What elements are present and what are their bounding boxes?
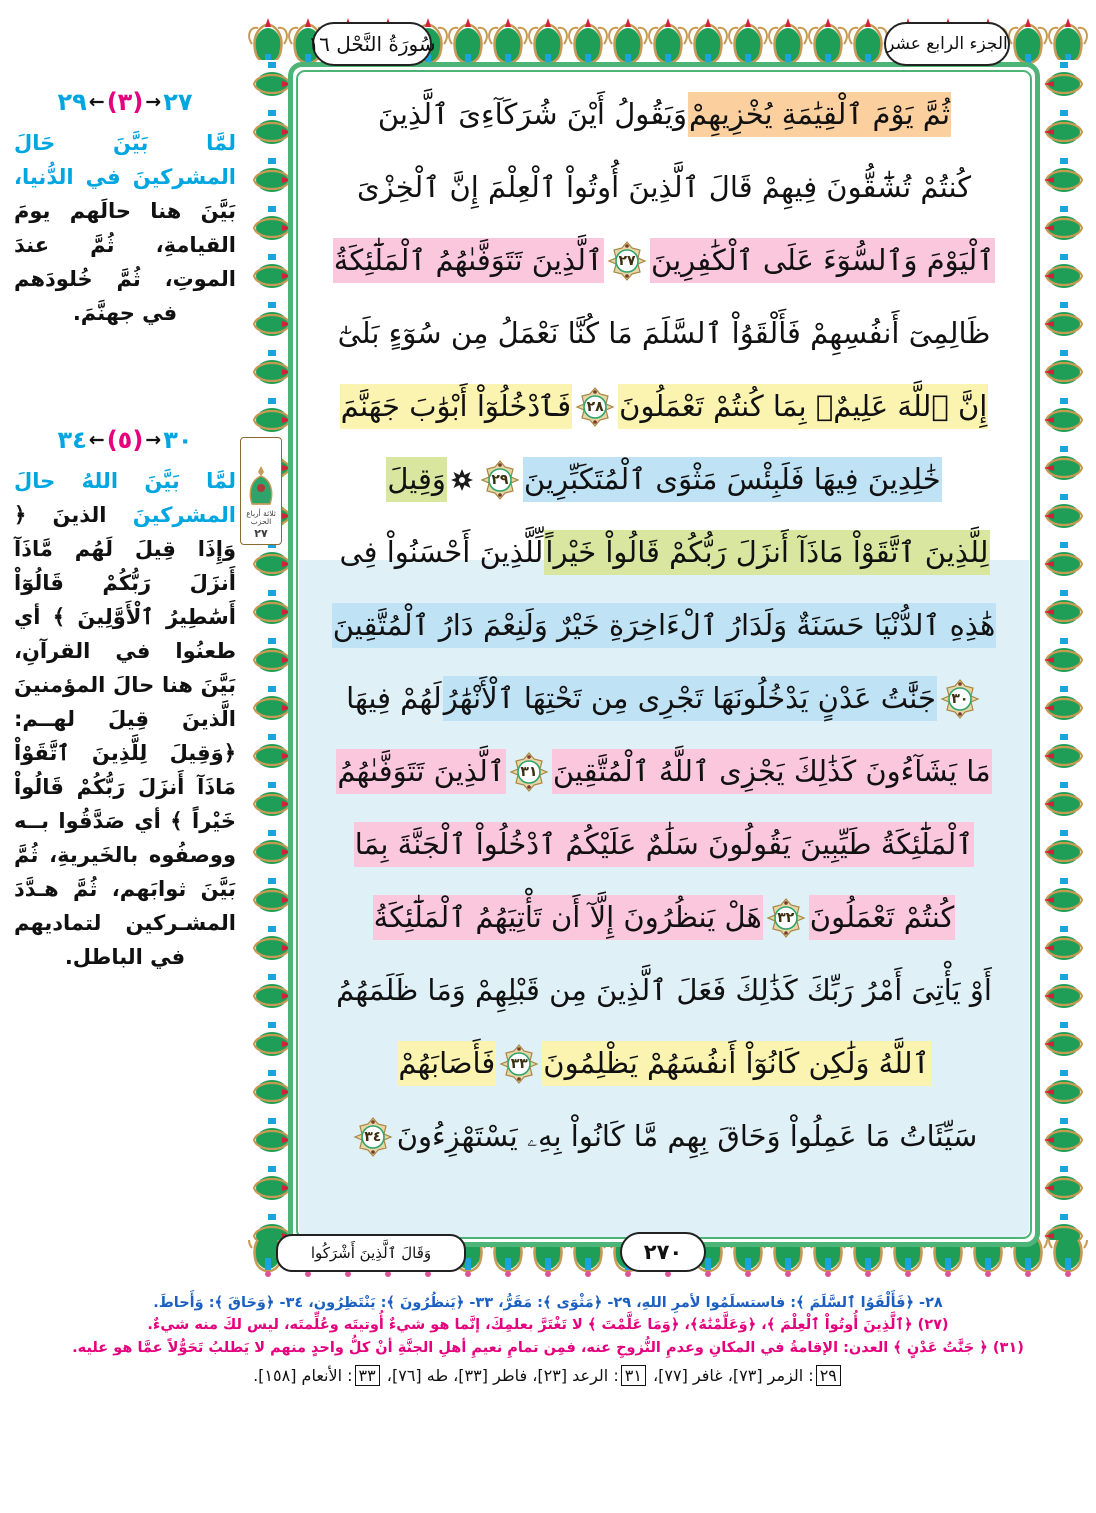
- page-number: ٢٧٠: [643, 1240, 683, 1264]
- quran-text-segment: كُنتُمْ تُشَٰٓقُّونَ فِيهِمْ قَالَ ٱلَّذِينَ أُوتُواْ ٱلْعِلْمَ إِنَّ ٱلْخِزْىَ: [357, 170, 971, 204]
- arrow-right-icon: →: [145, 429, 162, 452]
- verse-number: ٣٤: [364, 1128, 382, 1145]
- quran-line: [300, 589, 1028, 662]
- quran-line: [300, 808, 1028, 881]
- verse-number-marker: [607, 241, 647, 281]
- quran-line: [300, 516, 1028, 589]
- quran-text-segment: لَهُمْ فِيهَا: [346, 681, 442, 715]
- quran-text-segment: أَوْ يَأْتِىَ أَمْرُ رَبِّكَ كَذَٰلِكَ فَعَلَ ٱلَّذِينَ مِن قَبْلِهِمْ وَمَا ظَلَمَهُمُ: [336, 973, 992, 1007]
- quran-text-block: [300, 78, 1028, 1233]
- note-1-heading: لمَّا بَيَّنَ حَالَ المشركينَ في الدُّنيا،: [14, 131, 236, 190]
- hizb-label: ثلاثة أرباع الحزب: [246, 508, 276, 527]
- quran-text-segment: إِنَّ ٱللَّهَ عَلِيمٌۢ بِمَا كُنتُمْ تَعْمَلُونَ: [618, 384, 988, 429]
- quran-line: [300, 735, 1028, 808]
- quran-line: [300, 224, 1028, 297]
- quran-line: [300, 151, 1028, 224]
- quran-line: [300, 662, 1028, 735]
- verse-number-marker: [509, 752, 549, 792]
- quran-text-segment: ٱلَّذِينَ تَتَوَفَّىٰهُمُ ٱلْمَلَٰٓئِكَةُ: [333, 238, 604, 283]
- quran-text-segment: لِّلَّذِينَ أَحْسَنُواْ فِى: [339, 535, 544, 569]
- quran-line: [300, 78, 1028, 151]
- reference-text: : الأنعام [١٥٨].: [253, 1366, 353, 1386]
- surah-title-cartouche: [308, 22, 436, 66]
- quran-line: [300, 443, 1028, 516]
- verse-number: ٣٠: [951, 690, 969, 707]
- verse-number-marker: [353, 1117, 393, 1157]
- verse-number: ٣٢: [777, 909, 795, 926]
- note-2-to: ٣٤: [57, 426, 87, 455]
- verse-number-marker: [766, 898, 806, 938]
- commentary-note-1: [14, 88, 236, 330]
- quran-text-segment: ٱللَّهُ وَلَٰكِن كَانُوٓاْ أَنفُسَهُمْ يَظْلِمُونَ: [542, 1041, 930, 1086]
- quran-text-segment: فَٱدْخُلُوٓاْ أَبْوَٰبَ جَهَنَّمَ: [340, 384, 573, 429]
- reference-text: : الرعد [٢٣]، فاطر [٣٣]، طه [٧٦]،: [381, 1366, 619, 1386]
- quran-text-segment: فَأَصَابَهُمْ: [397, 1041, 496, 1086]
- verse-number: ٢٩: [491, 471, 509, 488]
- section-rosette: [451, 469, 473, 491]
- commentary-note-2: [14, 426, 236, 974]
- quran-text-segment: هَلْ يَنظُرُونَ إِلَّآ أَن تَأْتِيَهُمُ ٱلْمَلَٰٓئِكَةُ: [373, 895, 763, 940]
- arrow-left-icon: ←: [88, 429, 105, 452]
- page-number-cartouche: [620, 1232, 706, 1272]
- juz-title: الجزء الرابع عشر: [886, 34, 1008, 54]
- note-2-count: (٥): [106, 426, 144, 455]
- verse-number: ٣١: [520, 763, 538, 780]
- quran-text-segment: ثُمَّ يَوْمَ ٱلْقِيَٰمَةِ يُخْزِيهِمْ: [688, 92, 951, 137]
- right-ornament-border: [1040, 60, 1088, 1240]
- quran-line: [300, 1027, 1028, 1100]
- juz-label-cartouche: [884, 22, 1010, 66]
- quran-text-segment: وَيَقُولُ أَيْنَ شُرَكَآءِىَ ٱلَّذِينَ: [377, 97, 687, 131]
- note-2-text: [14, 464, 236, 974]
- note-2-range: [14, 426, 236, 454]
- quran-text-segment: لِلَّذِينَ ٱتَّقَوْاْ مَاذَآ أَنزَلَ رَبُّكُمْ قَالُواْ خَيْراً: [544, 530, 989, 575]
- quran-text-segment: وَقِيلَ: [386, 457, 447, 502]
- note-1-range: [14, 88, 236, 116]
- surah-title: سُورَةُ النَّحْل ١٦: [308, 32, 436, 56]
- quran-text-segment: كُنتُمْ تَعْمَلُونَ: [809, 895, 956, 940]
- catchword-text: وَقَالَ ٱلَّذِينَ أَشْرَكُوا: [310, 1244, 432, 1262]
- verse-number: ٢٧: [618, 252, 636, 269]
- quran-text-segment: ٱلْمَلَٰٓئِكَةُ طَيِّبِينَ يَقُولُونَ سَلَٰمٌ عَلَيْكُمُ ٱدْخُلُواْ ٱلْجَنَّةَ بِمَا: [354, 822, 974, 867]
- note-1-text: [14, 126, 236, 330]
- hizb-marker: [240, 437, 282, 545]
- quran-text-segment: ٱلَّذِينَ تَتَوَفَّىٰهُمُ: [336, 749, 506, 794]
- quran-text-segment: خَٰلِدِينَ فِيهَا فَلَبِئْسَ مَثْوَى ٱلْمُتَكَبِّرِينَ: [523, 457, 942, 502]
- quran-text-segment: سَيِّئَاتُ مَا عَمِلُواْ وَحَاقَ بِهِم مَّا كَانُواْ بِهِۦ يَسْتَهْزِءُونَ: [396, 1119, 978, 1153]
- reference-verse-number: ٣١: [621, 1365, 646, 1386]
- quran-text-segment: ظَالِمِىٓ أَنفُسِهِمْ فَأَلْقَوُاْ ٱلسَّلَمَ مَا كُنَّا نَعْمَلُ مِن سُوٓءٍ بَلَىٰٓ: [337, 316, 991, 350]
- quran-text-segment: هَٰذِهِ ٱلدُّنْيَا حَسَنَةٌ وَلَدَارُ ٱلْءَاخِرَةِ خَيْرٌ وَلَنِعْمَ دَارُ ٱلْمُتَّقِينَ: [332, 603, 997, 648]
- verse-number: ٢٨: [586, 398, 604, 415]
- footnote-line-3: (٣١) ﴿ جَنَّٰتُ عَدْنٍ ﴾ العدن: الإقامةُ في المكانِ وعدمِ النُّزوحِ عنه، فمِن تمامِ نعيمِ أهلِ الجنَّةِ أنْ كلُّ واحدٍ منهم لا يَطلبُ تَحَوُّلاً عمَّا هو عليه.: [72, 1339, 1024, 1356]
- quran-text-segment: جَنَّٰتُ عَدْنٍ يَدْخُلُونَهَا تَجْرِى مِن تَحْتِهَا ٱلْأَنْهَٰرُ: [443, 676, 937, 721]
- reference-verse-number: ٣٣: [355, 1365, 380, 1386]
- note-1-count: (٣): [106, 88, 144, 116]
- quran-line: [300, 881, 1028, 954]
- quran-line: [300, 370, 1028, 443]
- quran-line: [300, 297, 1028, 370]
- quran-text-segment: ٱلْيَوْمَ وَٱلسُّوٓءَ عَلَى ٱلْكَٰفِرِينَ: [650, 238, 995, 283]
- note-1-from: ٢٧: [163, 88, 193, 116]
- quran-line: [300, 954, 1028, 1027]
- verse-number-marker: [575, 387, 615, 427]
- verse-number: ٣٣: [510, 1055, 528, 1072]
- footnote-line-2: (٢٧) ﴿ٱلَّذِينَ أُوتُواْ ٱلْعِلْمَ ﴾، ﴿وَعَلَّمْنَٰهُ﴾، ﴿وَمَا عَلَّمْتَ ﴾ لا تَغْتَرَّ بعلمِكَ، إنَّما هو شيءٌ أُوتيتَه وعُلِّمتَه، ليس لكَ منه شيءٌ.: [147, 1317, 949, 1334]
- footnote-cross-references: [16, 1365, 1080, 1386]
- note-2-heading: لمَّا بَيَّنَ اللهُ حالَ المشركينَ: [14, 469, 236, 528]
- note-2-body: الذينَ ﴿ وَإِذَا قِيلَ لَهُم مَّاذَآ أَنزَلَ رَبُّكُمْ قَالُوٓاْ أَسَٰطِيرُ ٱلْأَوَّلِينَ ﴾ أي طعنُوا في القرآنِ، بَيَّنَ هنا حالَ المؤمنينَ الَّذينَ قِيلَ لهــم: ﴿وَقِيلَ لِلَّذِينَ ٱتَّقَوْاْ مَاذَآ أَنزَلَ رَبُّكُمْ قَالُواْ خَيْراً ﴾ أي صَدَّقُوا بــه ووصفُوه بالخَيريةِ، ثُمَّ بَيَّنَ ثوابَهم، ثُمَّ هـدَّدَ المشـركين لتماديهم في الباطل.: [14, 503, 236, 970]
- reference-verse-number: ٢٩: [816, 1365, 841, 1386]
- footnote-line-1: ٢٨- ﴿فَأَلْقَوُا ٱلسَّلَمَ ﴾: فاستسلَمُوا لأمرِ اللهِ، ٢٩- ﴿مَثْوَى ﴾: مَقَرُّ، ٣٣- ﴿يَنظُرُونَ ﴾: يَنْتَظِرُون، ٣٤- ﴿وَحَاقَ ﴾: وَأَحاطَ.: [153, 1295, 943, 1311]
- verse-number-marker: [480, 460, 520, 500]
- catchword-cartouche: [276, 1234, 466, 1272]
- quran-text-segment: مَا يَشَآءُونَ كَذَٰلِكَ يَجْزِى ٱللَّهُ ٱلْمُتَّقِينَ: [552, 749, 992, 794]
- footnotes-block: [16, 1292, 1080, 1386]
- verse-rosette-icon: [451, 469, 473, 491]
- verse-number-marker: [940, 679, 980, 719]
- arrow-right-icon: →: [145, 91, 162, 113]
- reference-text: : الزمر [٧٣]، غافر [٧٧]،: [647, 1366, 814, 1386]
- note-2-from: ٣٠: [163, 426, 193, 455]
- arrow-left-icon: ←: [88, 91, 105, 113]
- note-1-to: ٢٩: [57, 88, 87, 116]
- verse-number-marker: [499, 1044, 539, 1084]
- note-1-body: بَيَّنَ هنا حالَهم يومَ القيامةِ، ثُمَّ عندَ الموتِ، ثُمَّ خُلودَهم في جهنَّمَ.: [14, 199, 236, 326]
- quran-line: [300, 1100, 1028, 1173]
- commentary-sidebar: [14, 88, 236, 1248]
- hizb-number: ٢٧: [254, 527, 268, 540]
- hizb-dome-icon: [246, 464, 276, 510]
